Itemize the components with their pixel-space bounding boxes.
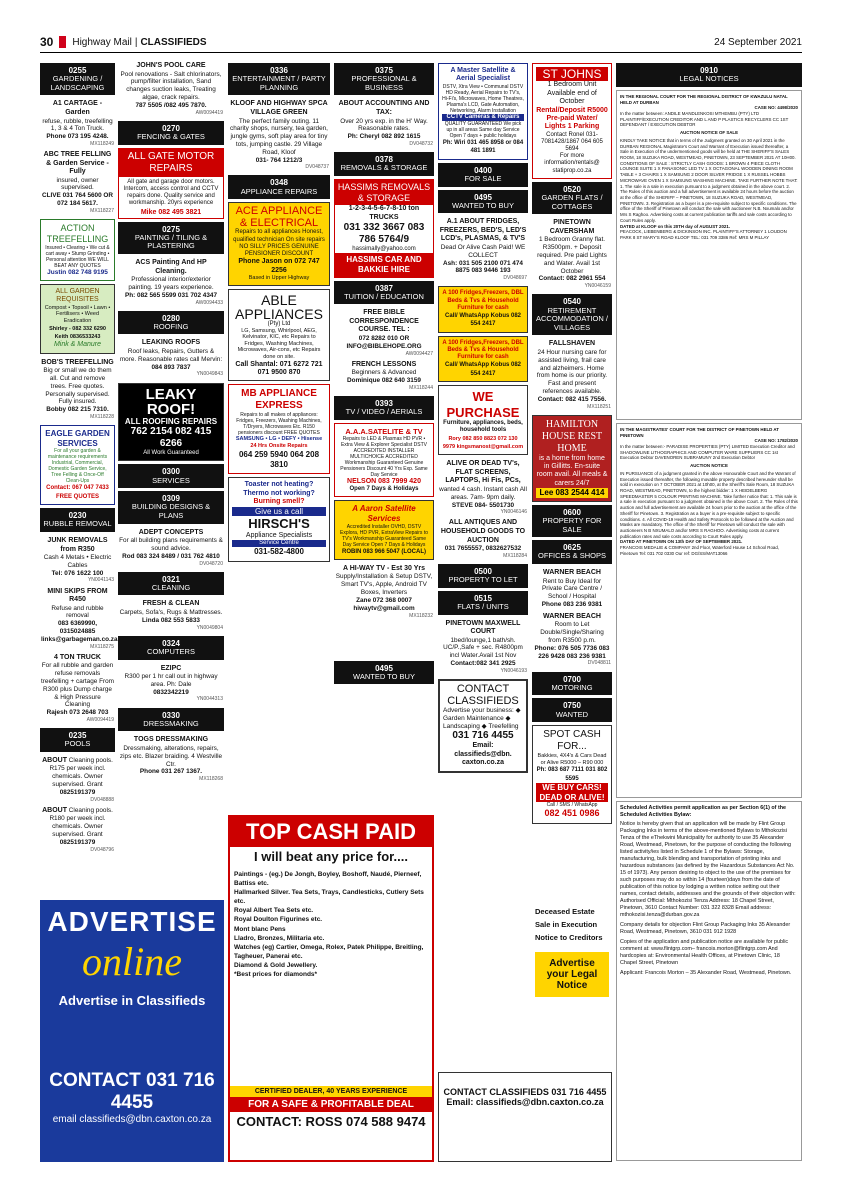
category-professional: 0375 PROFESSIONAL & BUSINESS bbox=[334, 63, 434, 95]
ad-french-lessons: FRENCH LESSONS Beginners & Advanced Dominique 082 640 3159 MX118244 bbox=[347, 360, 433, 391]
ad-advertise-online: ADVERTISE online Advertise in Classifieds CONTACT 031 716 4455 email classifieds@dbn.caxton.co.za bbox=[40, 900, 224, 1162]
category-legal-notices: 0910 LEGAL NOTICES bbox=[616, 63, 802, 87]
ad-aaron-satellite: A Aaron Satellite Services Accredited Installer OVHD, DSTV Explora, HD PVR, ExtraView Repairs to TV's Workmanship Guaranteed Same Day Service Open 7 Days & Holidays ROBIN 083 966 5047 (LOCAL) bbox=[334, 500, 434, 560]
cash-items-list bbox=[230, 866, 432, 1086]
page-header: 30 Highway Mail | CLASSIFIEDS 24 September 2021 bbox=[40, 35, 802, 49]
ad-antiques: ALL ANTIQUES AND HOUSEHOLD GOODS TO AUCTION 031 7655557, 0832627532 MX118284 bbox=[440, 519, 527, 559]
section-marker bbox=[59, 36, 66, 48]
ad-all-gate: ALL GATE MOTOR REPAIRS All gate and garage door motors. Intercom, access control and CCTV repairs done. Quality service and workmanship. 20yrs experience Mike 082 495 3821 bbox=[118, 148, 224, 219]
header-rule bbox=[40, 52, 802, 53]
ad-a100-fridges-2: A 100 Fridges,Freezers, DBL Beds & Tvs & Household Furniture for cash Call/ WhatsApp Kobus 082 554 2417 bbox=[438, 336, 528, 382]
category-pools: 0235 POOLS bbox=[40, 728, 115, 752]
ad-all-garden: ALL GARDEN REQUISITES Compost • Topsoil • Lawn • Fertilisers • Weed Eradication Shirley - 082 332 6290 Keith 0836533243 Mink & Manure bbox=[40, 284, 115, 354]
ad-contact-classifieds: CONTACT CLASSIFIEDS Advertise your business: ◆ Garden Maintenance ◆ Landscaping ◆ Treefelling 031 716 4455 Email: classifieds@dbn. caxton.co.za bbox=[438, 679, 528, 773]
category-tuition: 0387 TUITION / EDUCATION bbox=[334, 281, 434, 305]
ad-4-ton-truck: 4 TON TRUCK For all rubble and garden refuse removals treefelling + cartage From R300 plus Dump charge & High Pressure Cleaning Rajesh 073 2648 703 AW0094419 bbox=[41, 653, 114, 723]
category-dressmaking: 0330 DRESSMAKING bbox=[118, 708, 224, 732]
column-4 bbox=[334, 60, 434, 830]
cash-item: Mont blanc Pens bbox=[234, 925, 286, 933]
estate-item: Notice to Creditors bbox=[535, 933, 603, 942]
category-motoring: 0700 MOTORING bbox=[532, 672, 612, 696]
category-wanted-to-buy-bottom: 0495 WANTED TO BUY bbox=[334, 661, 434, 685]
cash-item: Royal Albert Tea Sets etc. bbox=[234, 907, 314, 915]
category-computers: 0324 COMPUTERS bbox=[118, 636, 224, 660]
ad-warner-beach-2: WARNER BEACH Room to Let Double/Single/Sharing from R3500 p.m. Phone: 076 505 7736 083 226 9428 083 236 9381 DV048811 bbox=[534, 612, 611, 667]
ad-action-treefelling: ACTION TREEFELLING Insured • Clearing • We cut & cart away • Stump Grinding • Personal attention WE WILL BEAT ANY QUOTES Justin 082 748 9195 bbox=[40, 219, 115, 281]
ad-we-purchase: WE PURCHASE Furniture, appliances, beds, household tools Rory 082 850 8823 072 130 9979 kingsmanost@gmail.com bbox=[438, 385, 528, 455]
ad-aaa-satelite: A.A.A.SATELITE & TV Repairs to LED & Plasmas HD PVR • Extra View & Explorer Specialist DSTV ACCREDITED INSTALLER MULTICHOICE ACCREDITED Workmanship Guaranteed Genuine Pensioners Discount 40 Yrs Exp. Same Day Service NELSON 083 7999 420 Open 7 Days & Holidays bbox=[334, 423, 434, 498]
ad-a100-fridges-1: A 100 Fridges,Freezers, DBL Beds & Tvs & Household Furniture for cash Call/ WhatsApp Kobus 082 554 2417 bbox=[438, 286, 528, 332]
ad-ace-appliance: ACE APPLIANCE & ELECTRICAL Repairs to all appliances Honest, qualified technician On site repairs NO SILLY PRICES GENUINE PENSIONER DISCOUNT Phone Jason on 072 747 2256 Based in Upper Highway bbox=[228, 202, 330, 285]
ad-fresh-clean: FRESH & CLEAN Carpets, Sofa's, Rugs & Mattresses. Linda 082 553 5833 YN0049804 bbox=[119, 600, 223, 631]
section-name: CLASSIFIEDS bbox=[140, 36, 207, 48]
ad-a1-about-fridges: A.1 ABOUT FRIDGES, FREEZERS, BED'S, LED'S LCD's, PLASMAS, & TV'S Dead Or Alive Cash Paid! WE COLLECT Ash: 031 505 2100 071 474 8875 083 9446 193 DV048697 bbox=[439, 218, 527, 282]
column-2 bbox=[118, 60, 224, 820]
ad-mini-skips: MINI SKIPS FROM R450 Refuse and rubble removal 083 6369990, 0315024885 links@garbageman.co.za MX118275 bbox=[41, 587, 118, 650]
page-number: 30 bbox=[40, 35, 54, 49]
category-property-for-sale: 0600 PROPERTY FOR SALE bbox=[532, 505, 612, 537]
column-6 bbox=[532, 60, 612, 830]
cash-item: Paintings - (eg.) De Jongh, Boyley, Boshoff, Naudé, Pierneef, Battiss etc. bbox=[234, 871, 422, 888]
category-property-to-let: 0500 PROPERTY TO LET bbox=[438, 564, 528, 588]
ad-spot-cash: SPOT CASH FOR... Bakkies, 4X4's & Cars Dead or Alive R5000 – R90 000 Ph: 083 687 7111 031 802 5595 WE BUY CARS! DEAD OR ALIVE! Call / SMS / WhatsApp 082 451 0986 bbox=[532, 725, 612, 824]
ad-leaky-roof: LEAKY ROOF! ALL ROOFING REPAIRS 762 2154 082 415 6266 All Work Guaranteed bbox=[118, 383, 224, 462]
category-removals: 0378 REMOVALS & STORAGE bbox=[334, 152, 434, 176]
ad-legal-notice-promo: Deceased Estate Sale in Execution Notice to Creditors Advertise your Legal Notice bbox=[532, 900, 612, 1070]
estate-item: Deceased Estate bbox=[535, 907, 595, 916]
ad-acs-painting: ACS Painting And HP Cleaning. Professional interior/exterior painting. 19 years experience. Ph: 082 565 5599 031 702 4347 AW0094433 bbox=[124, 259, 223, 306]
cash-item: Royal Doulton Figurines etc. bbox=[234, 916, 323, 924]
cash-item: Lladro, Bronzes, Militaria etc. bbox=[234, 934, 325, 942]
ad-maxwell-court: PINETOWN MAXWELL COURT 1bed/lounge,1 bath/sh. UC/P.,Safe + sec. R4800pm incl Water.Avail 1st Nov Contact:082 341 2925 YN0046193 bbox=[443, 619, 527, 674]
ad-master-satellite: A Master Satellite & Aerial Specialist DSTV, Xtra View • Communal DSTV HD Ready, Aerial Repairs to TV's, Hi-Fi's, Microwaves, Home Theatres, Plasma's LCD, Gate Automation, Networking, Alarm Installation CCTV Cameras & Repairs QUALITY GUARANTEED We pick up in all areas Same day Service Open 7 days + public holidays Ph: Wiri 031 465 8958 or 084 481 1891 bbox=[438, 63, 528, 160]
ad-st-johns: ST JOHNS 1 Bedroom Unit Available end of October Rental/Deposit R5000 Pre-paid Water/ Lights 1 Parking Contact Ronel 031-7081428/1867 064 605 5694 For more information/rentals@ statiprop.co.za bbox=[532, 63, 612, 179]
category-flats: 0515 FLATS / UNITS bbox=[438, 591, 528, 615]
category-cleaning: 0321 CLEANING bbox=[118, 572, 224, 596]
ad-top-cash-paid: TOP CASH PAID I will beat any price for.... Paintings - (eg.) De Jongh, Boyley, Boshoff, Naudé, Pierneef, Battiss etc. Hallmarked Silver. Tea Sets, Trays, Candlesticks, Cutlery Sets etc. Royal Albert Tea Sets etc. Royal Doulton Figurines etc. Mont blanc Pens Lladro, Bronzes, Militaria etc. Watches (eg) Cartier, Omega, Rolex, Patek Philippe, Breitling, Tagheuer, Panerai etc. Diamond & Gold Jewellery. *Best prices for diamonds* CERTIFIED DEALER, 40 YEARS EXPERIENCE FOR A SAFE & PROFITABLE DEAL CONTACT: ROSS 074 588 9474 bbox=[228, 815, 434, 1162]
legal-notice-3: Scheduled Activities permit application as per Section 6(1) of the Scheduled Activities Bylaw: Notice is hereby given that an application will be made by Flint Group Packaging Inks in terms of the above-mentioned Bylaws to Mthokozisi Tenza of the eThekwini Municipality for authority to use 35 Alexander Road, Westmead, Pinetown, for the purpose of conducting the following listed activity/ies listed in Schedule 1 of the Bylaws: Storage, manufacturing, bulk blending and transportation of printing inks and hazardous substances (as defined by the Hazardous Substances Act No. 15 of 1973). Any person desiring to object to the use of the premises for such purposes may do so within 14 (fourteen)days from the date of publication of this notice by lodging a written notice setting out their names, contact details, addresses and the grounds of their objection with: Authorised Official: Mthokozisi Tenza Address: 18 Chapel Street, Pinetown, 3610 Contact Number: 031 322 8328 Email address: mthokozisi.tenza@durban.gov.za Company details for objection Flint Group Packaging Inks 35 Alexander Road, Westmead, Pinetown, 3610 031 912 1928 Copies of the application and publication notice are available for public comment at: www.flintgrp.com– francois.morton@flintgrp.com And hardcopies at: Environmental Health Offices, at Pinetown Clinic, 18 Chapel Street, Pinetown Applicant: Francois Morton – 35 Alexander Road, Westmead, Pinetown. bbox=[616, 801, 802, 1161]
ad-pools-2: ABOUT Cleaning pools. R180 per week incl. chemicals. Owner supervised. Grant 0825191379 DV048796 bbox=[42, 806, 114, 853]
ad-alive-or-dead: ALIVE OR DEAD TV's, FLAT SCREENS, LAPTOPS, Hi Fis, PCs, wanted 4 cash. Instant cash All areas. 7am- 9pm daily. STEVE 084- 5501730 YN0046146 bbox=[439, 460, 527, 516]
column-5 bbox=[438, 60, 528, 1140]
estate-items-list bbox=[535, 907, 609, 942]
ad-abc-tree: ABC TREE FELLING & Garden Service - Fully insured, owner supervised. CLIVE 031 764 5600 OR 072 184 5617. MX118227 bbox=[41, 151, 114, 214]
ad-accounting: ABOUT ACCOUNTING AND TAX: Over 20 yrs exp. in the H' Way. Reasonable rates. Ph: Cheryl 082 892 1615 DV048732 bbox=[338, 100, 433, 147]
ad-bible-course: FREE BIBLE CORRESPONDENCE COURSE. TEL : 072 8282 010 OR INFO@BIBLEHOPE.ORG AW0094427 bbox=[346, 309, 433, 357]
category-building: 0309 BUILDING DESIGNS & PLANS bbox=[118, 491, 224, 523]
ad-hi-way-tv: A HI-WAY TV - Est 30 Yrs Supply/Installation & Setup DSTV, Smart TV's, Apple, Android TV Boxes, Inverters Zane 072 368 0007 hiwaytv@gmail.com MX118232 bbox=[335, 564, 433, 619]
ad-ezipc: EZIPC R300 per 1 hr call out in highway area. Ph: Dale 0832342219 YN0044313 bbox=[124, 664, 223, 703]
category-painting: 0275 PAINTING / TILING & PLASTERING bbox=[118, 222, 224, 254]
category-offices-shops: 0625 OFFICES & SHOPS bbox=[532, 540, 612, 564]
ad-mb-appliance: MB APPLIANCE EXPRESS Repairs to all makes of appliances: Fridges, Freezers, Washing Machines, T/Dryers, Microwaves Etc. R150 pensioners discount FREE QUOTES SAMSUNG • LG • DEFY • Hisense 24 Hrs Onsite Repairs 064 259 5940 064 208 3810 bbox=[228, 384, 330, 474]
issue-date: 24 September 2021 bbox=[714, 36, 802, 48]
category-tv-video: 0393 TV / VIDEO / AERIALS bbox=[334, 396, 434, 420]
paper-name: Highway Mail bbox=[72, 36, 132, 48]
ad-johns-pool: JOHN'S POOL CARE Pool renovations - Salt chlorinators, pump/filter installation, Sand changes suction leaks, Treating algae, crack repairs. 787 5505 /082 495 7870. AW0094419 bbox=[120, 62, 223, 116]
ad-hamilton-house: HAMILTON HOUSE REST HOME is a home from home in Gillitts. En-suite room avail. All meals & carers 24/7 Lee 083 2544 414 bbox=[532, 415, 612, 502]
ad-bobs-treefelling: BOB'S TREEFELLING Big or small we do them all. Cut and remove trees. Free quotes. Personally supervised. Fully insured. Bobby 082 215 7310. MX118228 bbox=[41, 358, 114, 421]
ad-able-appliances: ABLE APPLIANCES (Pty) Ltd LG, Samsung, Whirlpool, AEG, Kelvinator, KIC, etc Repairs to Fridges, Washing Machines, Microwaves, Air-cons, etc Repairs done on site. Call Shantal: 071 6272 721 071 9500 870 bbox=[228, 289, 330, 382]
ad-a1-cartage: A1 CARTAGE - Garden refuse, rubble, treefelling 1, 3 & 4 Ton Truck. Phone 073 195 4248. MX118249 bbox=[42, 100, 114, 147]
category-wanted: 0750 WANTED bbox=[532, 698, 612, 722]
ad-leaking-roofs: LEAKING ROOFS Roof leaks, Repairs, Gutters & more. Reasonable rates call Mervin: 084 893 7837 YN0049843 bbox=[119, 339, 223, 378]
category-retirement: 0540 RETIREMENT ACCOMMODATION / VILLAGES bbox=[532, 294, 612, 335]
column-7-legal bbox=[616, 60, 802, 1160]
column-1 bbox=[40, 60, 118, 853]
ad-fallshaven: FALLSHAVEN 24 Hour nursing care for assisted living, frail care and alzheimers. Home from home is our priority. Fast and present references available. Contact: 082 415 7556. MX118251 bbox=[536, 340, 611, 410]
ad-junk-removals: JUNK REMOVALS from R350 Cash 4 Metals • Electric Cables Tel: 076 1622 100 YN0041143 bbox=[43, 536, 114, 584]
category-appliance-repairs: 0348 APPLIANCE REPAIRS bbox=[228, 175, 330, 199]
legal-notice-2: IN THE MAGISTRATES' COURT FOR THE DISTRICT OF PINETOWN HELD AT PINETOWN CASE NO: 1782/2020 In the matter between:- PARADISE PROPERTIES (PTY) LIMITED Execution Creditor and SHADOWLINE LITHOGRAPHICS AND COMPUTER WARE SUPPLIERS CC 1st Execution Debtor DAVENOREN SUBRAMUNY 2nd Execution Debtor AUCTION NOTICE IN PURSUANCE of a judgment granted in the above Honourable Court and the Warrant of Execution issued thereafter, the following movable property described hereunder shall be sold in execution on 7 OCTOBER 2021 at 10h00, at the Sheriff's Sale Room, 18 SUZUKA ROAD, WESTMEAD, PINETOWN, to the highest bidder: 1 X HEIDELBERG SPEEDMASTER 5 COLOUR PRINTING MACHINE. Take further notice that: 1. This sale is a sale in execution pursuant to a judgment obtained in the above Court. 2. The Rules of this auction and full advertisement are available 24 hours prior to the auction at the office of the Sheriff for Pinetown. 3. Registration as a buyer is a pre-requisite subject to specific conditions. 4. All COVID-19 Health and Safety Protocols to be followed at the Auction and Masks are mandatory. The office of the Sheriff for Pinetown will conduct the sale with auctioneers N B NXUMALO and/or MRS S RAGHOO. Advertising costs at current publication rates and sale costs according to Court Rules apply. DATED AT PINETOWN ON 13th DAY OF SEPTEMBER 2021. FRANCOIS MEDALIE & COMPANY 2nd Floor, Waterford House 14 School Road, Pinetown Tel: 031 702 0330 Our ref: DG/SS/MAT13066 bbox=[616, 423, 802, 798]
category-wanted-to-buy: 0495 WANTED TO BUY bbox=[438, 190, 528, 214]
category-garden-flats: 0520 GARDEN FLATS / COTTAGES bbox=[532, 182, 612, 214]
ad-eagle-garden: EAGLE GARDEN SERVICES For all your garden & maintenance requirements Industrial, Commercial, Domestic Garden Service, Tree Felling & Once-Off Clean-Ups Contact: 067 047 7433 FREE QUOTES bbox=[40, 425, 115, 505]
category-roofing: 0280 ROOFING bbox=[118, 311, 224, 335]
column-3 bbox=[228, 60, 330, 815]
cash-item: Watches (eg) Cartier, Omega, Rolex, Patek Philippe, Breitling, Tagheuer, Panerai etc. bbox=[234, 943, 424, 960]
cash-item: Hallmarked Silver. Tea Sets, Trays, Candlesticks, Cutlery Sets etc. bbox=[234, 889, 424, 906]
ad-caversham: PINETOWN CAVERSHAM 1 Bedroom Granny flat. R3500pm. + Deposit required. Pre paid Lights and Water. Avail 1st October Contact: 082 2961 554 YN0046159 bbox=[537, 219, 611, 290]
ad-contact-classifieds-bottom: CONTACT CLASSIFIEDS 031 716 4455 Email: classifieds@dbn.caxton.co.za bbox=[438, 1072, 612, 1162]
cash-item: Diamond & Gold Jewellery. bbox=[234, 961, 318, 969]
legal-notice-1: IN THE REGIONAL COURT FOR THE REGIONAL DISTRICT OF KWAZULU NATAL HELD AT DURBAN CASE NO: 4498/2020 In the matter between: ANDILE MANDLENKOSI MTHEMBU (PTY) LTD PLAINTIFF/EXECUTION CREDITOR AND L AND P PLASTICS RECYCLERS CC 1ST DEFENDANT / EXECUTION DEBTOR AUCTION NOTICE OF SALE KINDLY TAKE NOTICE that in terms of the Judgment granted on 30 April 2021 in the DURBAN REGIONAL Magistrate's Court and Warrant of Execution issued thereafter, a Sale in Execution of the undermentioned goods will be held at THE SHERIFF'S SALES ROOM, 18 SUZUKA ROAD, WESTMEAD, PINETOWN, 23 SEPTEMBER 2021 AT 10H00. CONDITIONS OF SALE : STRICTLY CASH GOODS: 1 BROWN 4 PIECE CLOTH LOUNGE SUITE 1 X PANASONIC LED TV 1 X OCTAGONAL WOODEN DINING ROOM TABLE + 3 CHAIRS 1 X SAMSUNG 2 DOOR SILVER FRIDGE 1 X RUSSEL HOBBS MICROWAVE OVEN 1 X SAMSUNG WASHING MACHINE. TAKE FURTHER NOTE THAT: 1. The sale is a sale in execution pursuant to a judgment obtained in the above court. 2. The Rules of this auction and a full advertisement is available 24 hours before the auction at the office of the SHERIFF – PINETOWN, 18 SUZUKA ROAD, WESTMEAD, PINETOWN. 3. Registration as a buyer is a pre-requisite subject to specific conditions. The office of the Sheriff of Pinetown will conduct the sale with auctioneer N.B. Nxumalo and/or Mrs S Raghoo. Advertising costs at current publication tariffs and sale costs according to Court Rules apply. DATED at KLOOF on this 20TH day of AUGUST 2021. PEACOCK, LIEBENBERG & DICKINSON INC. PLAINTIFF'S ATTORNEY 1 LOUDON PARK 8 ST MARY'S ROAD KLOOF TEL: 031 709 3386 Ref: MRS M PILLAY bbox=[616, 90, 802, 420]
ad-adept-concepts: ADEPT CONCEPTS For all building plans requirements & sound advice. Rod 083 324 8489 / 031 762 4810 DV048720 bbox=[119, 528, 223, 567]
ad-hirschs: Toaster not heating? Thermo not working? Burning smell? Give us a call HIRSCH'S Appliance Specialists Service Centre 031-582-4800 bbox=[228, 477, 330, 561]
estate-item: Sale in Execution bbox=[535, 920, 598, 929]
category-gardening: 0255 GARDENING / LANDSCAPING bbox=[40, 63, 115, 95]
category-for-sale: 0400 FOR SALE bbox=[438, 163, 528, 187]
category-fencing: 0270 FENCING & GATES bbox=[118, 121, 224, 145]
ad-warner-beach-1: WARNER BEACH Rent to Buy Ideal for Private Care Centre / School / Hospital Phone 083 236 9381 bbox=[541, 569, 603, 609]
cash-item: *Best prices for diamonds* bbox=[234, 971, 318, 979]
ad-spca: KLOOF AND HIGHWAY SPCA VILLAGE GREEN The perfect family outing. 11 charity shops, nursery, tea garden, jungle gyms, soft play area for tiny tots, jumping castle. 29 Village Road, Kloof 031- 764 1212/3 DV048737 bbox=[230, 100, 329, 171]
ad-pools-1: ABOUT Cleaning pools. R175 per week incl. chemicals. Owner supervised. Grant 0825191379 DV048888 bbox=[42, 756, 114, 803]
category-entertainment: 0336 ENTERTAINMENT / PARTY PLANNING bbox=[228, 63, 330, 95]
ad-hassims: HASSIMS REMOVALS & STORAGE 1-2-3-4-5-6-7-8-10 ton TRUCKS 031 332 3667 083 786 5764/9 hassimally@yahoo.com HASSIMS CAR AND BAKKIE HIRE bbox=[334, 179, 434, 278]
category-services: 0300 SERVICES bbox=[118, 464, 224, 488]
ad-togs: TOGS DRESSMAKING Dressmaking, alterations, repairs, zips etc. Blazer braiding. 4 Westville Ctr. Phone 031 267 1367. MX118268 bbox=[119, 736, 223, 783]
category-rubble-removal: 0230 RUBBLE REMOVAL bbox=[40, 508, 115, 532]
